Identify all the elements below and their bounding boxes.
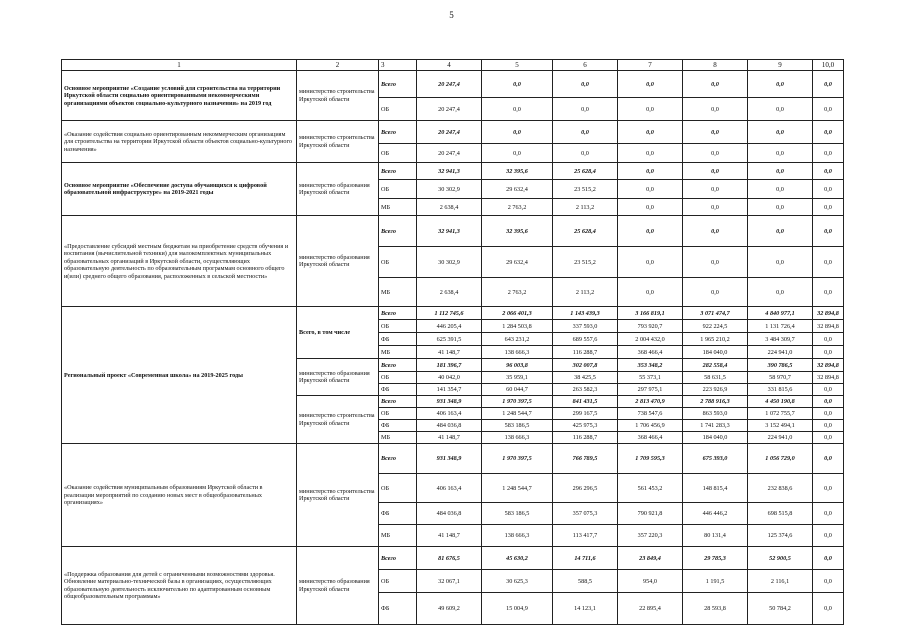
amount-cell: 0,0 [813, 444, 844, 474]
amount-cell: 232 838,6 [748, 474, 813, 503]
amount-cell: 29 632,4 [482, 180, 553, 199]
header-cell: 9 [748, 60, 813, 71]
amount-cell: 138 666,3 [482, 346, 553, 359]
amount-cell: 0,0 [813, 396, 844, 408]
amount-cell: 0,0 [618, 121, 683, 144]
amount-cell: 425 975,3 [553, 420, 618, 432]
amount-cell: 0,0 [813, 384, 844, 396]
amount-cell: 0,0 [482, 71, 553, 98]
amount-cell: 0,0 [618, 163, 683, 180]
amount-cell: 25 628,4 [553, 163, 618, 180]
amount-cell: 3 152 494,1 [748, 420, 813, 432]
amount-cell: 25 628,4 [553, 216, 618, 247]
amount-cell: 0,0 [618, 199, 683, 216]
amount-cell: 2 638,4 [417, 199, 482, 216]
amount-cell: 0,0 [683, 180, 748, 199]
amount-cell: 0,0 [553, 144, 618, 163]
amount-cell: 52 900,5 [748, 547, 813, 570]
amount-cell: 32 941,3 [417, 163, 482, 180]
funding-source-cell: МБ [379, 278, 417, 307]
activity-description-cell: Основное мероприятие «Обеспечение доступа обучающихся к цифровой образовательной инфраструктуре» на 2019-2021 годы [62, 163, 297, 216]
funding-source-cell: ФБ [379, 333, 417, 346]
amount-cell: 0,0 [683, 71, 748, 98]
activity-description-cell: «Поддержка образования для детей с ограниченными возможностями здоровья. Обновление материально-технической базы в организациях, осуществляющих образовательную деятельность исключительно по адаптированным основным общеобразовательным программам» [62, 547, 297, 625]
responsible-org-cell: министерство образования Иркутской области [297, 163, 379, 216]
amount-cell: 138 666,3 [482, 525, 553, 547]
amount-cell: 0,0 [748, 216, 813, 247]
amount-cell: 20 247,4 [417, 144, 482, 163]
amount-cell: 0,0 [683, 144, 748, 163]
activity-description-cell: Основное мероприятие «Создание условий для строительства на территории Иркутской области социально ориентированными некоммерческими организациями объектов социально-культурного назначения» на 2019 год [62, 71, 297, 121]
header-cell: 10,0 [813, 60, 844, 71]
funding-source-cell: ФБ [379, 593, 417, 625]
table-row [62, 444, 844, 474]
amount-cell: 184 040,0 [683, 432, 748, 444]
amount-cell: 1 965 210,2 [683, 333, 748, 346]
amount-cell: 675 393,0 [683, 444, 748, 474]
amount-cell: 80 131,4 [683, 525, 748, 547]
amount-cell: 282 558,4 [683, 359, 748, 372]
amount-cell: 1 131 726,4 [748, 320, 813, 333]
responsible-org-cell: Всего, в том числе [297, 307, 379, 359]
header-cell: 6 [553, 60, 618, 71]
amount-cell: 0,0 [683, 163, 748, 180]
amount-cell: 0,0 [813, 163, 844, 180]
amount-cell: 302 007,8 [553, 359, 618, 372]
amount-cell: 0,0 [748, 144, 813, 163]
responsible-org-cell: министерство строительства Иркутской области [297, 121, 379, 163]
amount-cell: 14 123,1 [553, 593, 618, 625]
amount-cell: 138 666,3 [482, 432, 553, 444]
amount-cell: 125 374,6 [748, 525, 813, 547]
header-cell: 4 [417, 60, 482, 71]
amount-cell: 2 066 401,3 [482, 307, 553, 320]
amount-cell: 223 926,9 [683, 384, 748, 396]
funding-source-cell: Всего [379, 71, 417, 98]
amount-cell: 299 167,5 [553, 408, 618, 420]
amount-cell: 954,0 [618, 570, 683, 593]
amount-cell: 1 191,5 [683, 570, 748, 593]
amount-cell: 116 288,7 [553, 432, 618, 444]
amount-cell: 23 515,2 [553, 180, 618, 199]
amount-cell: 4 840 977,1 [748, 307, 813, 320]
amount-cell: 2 813 470,9 [618, 396, 683, 408]
activity-description-cell: «Предоставление субсидий местным бюджетам на приобретение средств обучения и воспитания (вычислительной техники) для малокомплектных муниципальных образовательных организаций в Иркутской области, осуществляющих образовательную деятельность по образовательным программам основного общего и(или) среднего общего образования, расположенных в сельской местности» [62, 216, 297, 307]
amount-cell: 96 003,8 [482, 359, 553, 372]
amount-cell: 0,0 [482, 144, 553, 163]
funding-source-cell: ОБ [379, 570, 417, 593]
amount-cell: 148 815,4 [683, 474, 748, 503]
funding-source-cell: ФБ [379, 384, 417, 396]
responsible-org-cell: министерство образования Иркутской области [297, 216, 379, 307]
amount-cell: 698 515,8 [748, 503, 813, 525]
amount-cell: 2 004 432,0 [618, 333, 683, 346]
amount-cell: 20 247,4 [417, 98, 482, 121]
header-cell: 5 [482, 60, 553, 71]
amount-cell: 0,0 [813, 199, 844, 216]
amount-cell: 0,0 [813, 333, 844, 346]
table-row [62, 307, 844, 320]
amount-cell: 0,0 [683, 216, 748, 247]
amount-cell: 1 709 595,3 [618, 444, 683, 474]
funding-source-cell: ОБ [379, 247, 417, 278]
amount-cell: 29 785,3 [683, 547, 748, 570]
amount-cell: 1 970 397,5 [482, 396, 553, 408]
funding-source-cell: ОБ [379, 474, 417, 503]
amount-cell: 446 205,4 [417, 320, 482, 333]
amount-cell: 0,0 [748, 247, 813, 278]
amount-cell: 841 431,5 [553, 396, 618, 408]
table-row [62, 163, 844, 180]
table-row [62, 547, 844, 570]
amount-cell: 0,0 [618, 71, 683, 98]
amount-cell: 643 231,2 [482, 333, 553, 346]
amount-cell: 0,0 [813, 71, 844, 98]
amount-cell: 3 071 474,7 [683, 307, 748, 320]
amount-cell: 357 220,3 [618, 525, 683, 547]
amount-cell: 0,0 [618, 216, 683, 247]
amount-cell: 0,0 [813, 278, 844, 307]
amount-cell: 406 163,4 [417, 408, 482, 420]
amount-cell: 1 284 503,8 [482, 320, 553, 333]
amount-cell: 29 632,4 [482, 247, 553, 278]
amount-cell: 32 395,6 [482, 216, 553, 247]
amount-cell: 3 166 819,1 [618, 307, 683, 320]
funding-source-cell: МБ [379, 432, 417, 444]
amount-cell: 0,0 [553, 121, 618, 144]
amount-cell: 1 056 729,0 [748, 444, 813, 474]
amount-cell: 0,0 [813, 547, 844, 570]
amount-cell: 0,0 [748, 180, 813, 199]
amount-cell: 32 067,1 [417, 570, 482, 593]
amount-cell: 1 970 397,5 [482, 444, 553, 474]
amount-cell: 3 484 309,7 [748, 333, 813, 346]
amount-cell: 0,0 [748, 163, 813, 180]
amount-cell: 793 920,7 [618, 320, 683, 333]
header-cell: 8 [683, 60, 748, 71]
amount-cell: 116 288,7 [553, 346, 618, 359]
amount-cell: 0,0 [482, 121, 553, 144]
amount-cell: 224 941,0 [748, 432, 813, 444]
header-cell: 3 [379, 60, 417, 71]
amount-cell: 0,0 [748, 98, 813, 121]
amount-cell: 297 975,1 [618, 384, 683, 396]
amount-cell: 32 894,8 [813, 372, 844, 384]
funding-source-cell: ОБ [379, 180, 417, 199]
amount-cell: 296 296,5 [553, 474, 618, 503]
amount-cell: 0,0 [813, 144, 844, 163]
funding-source-cell: ОБ [379, 320, 417, 333]
amount-cell: 863 593,0 [683, 408, 748, 420]
amount-cell: 357 075,3 [553, 503, 618, 525]
amount-cell: 30 302,9 [417, 180, 482, 199]
amount-cell: 0,0 [683, 247, 748, 278]
responsible-org-cell: министерство образования Иркутской области [297, 359, 379, 396]
funding-source-cell: Всего [379, 396, 417, 408]
funding-source-cell: Всего [379, 163, 417, 180]
funding-source-cell: ФБ [379, 420, 417, 432]
amount-cell: 1 248 544,7 [482, 408, 553, 420]
amount-cell: 2 116,1 [748, 570, 813, 593]
amount-cell: 141 354,7 [417, 384, 482, 396]
amount-cell: 1 072 755,7 [748, 408, 813, 420]
amount-cell: 30 302,9 [417, 247, 482, 278]
responsible-org-cell: министерство образования Иркутской области [297, 547, 379, 625]
amount-cell: 41 148,7 [417, 346, 482, 359]
amount-cell: 790 921,8 [618, 503, 683, 525]
table-row [62, 71, 844, 98]
amount-cell: 0,0 [813, 420, 844, 432]
amount-cell: 23 849,4 [618, 547, 683, 570]
responsible-org-cell: министерство строительства Иркутской области [297, 71, 379, 121]
amount-cell: 32 894,8 [813, 307, 844, 320]
funding-source-cell: МБ [379, 346, 417, 359]
amount-cell: 738 547,6 [618, 408, 683, 420]
amount-cell: 625 391,5 [417, 333, 482, 346]
amount-cell: 0,0 [813, 570, 844, 593]
funding-source-cell: МБ [379, 199, 417, 216]
funding-source-cell: ФБ [379, 503, 417, 525]
amount-cell: 0,0 [683, 278, 748, 307]
amount-cell: 353 348,2 [618, 359, 683, 372]
amount-cell: 50 784,2 [748, 593, 813, 625]
amount-cell: 1 248 544,7 [482, 474, 553, 503]
amount-cell: 484 036,8 [417, 420, 482, 432]
funding-source-cell: Всего [379, 121, 417, 144]
amount-cell: 2 763,2 [482, 199, 553, 216]
amount-cell: 41 148,7 [417, 432, 482, 444]
amount-cell: 368 466,4 [618, 346, 683, 359]
amount-cell: 922 224,5 [683, 320, 748, 333]
header-cell: 7 [618, 60, 683, 71]
amount-cell: 0,0 [748, 278, 813, 307]
amount-cell: 40 042,0 [417, 372, 482, 384]
funding-source-cell: ОБ [379, 98, 417, 121]
header-cell: 2 [297, 60, 379, 71]
amount-cell: 766 789,5 [553, 444, 618, 474]
amount-cell: 0,0 [553, 71, 618, 98]
amount-cell: 20 247,4 [417, 71, 482, 98]
amount-cell: 0,0 [813, 474, 844, 503]
amount-cell: 28 593,8 [683, 593, 748, 625]
amount-cell: 41 148,7 [417, 525, 482, 547]
amount-cell: 23 515,2 [553, 247, 618, 278]
amount-cell: 1 741 283,3 [683, 420, 748, 432]
amount-cell: 331 815,6 [748, 384, 813, 396]
amount-cell: 583 186,5 [482, 420, 553, 432]
funding-source-cell: МБ [379, 525, 417, 547]
amount-cell: 931 348,9 [417, 396, 482, 408]
header-row [62, 60, 844, 71]
amount-cell: 0,0 [813, 98, 844, 121]
amount-cell: 4 450 190,8 [748, 396, 813, 408]
amount-cell: 32 941,3 [417, 216, 482, 247]
amount-cell: 484 036,8 [417, 503, 482, 525]
amount-cell: 0,0 [482, 98, 553, 121]
amount-cell: 446 446,2 [683, 503, 748, 525]
amount-cell: 58 631,5 [683, 372, 748, 384]
amount-cell: 0,0 [748, 71, 813, 98]
amount-cell: 0,0 [813, 180, 844, 199]
activity-description-cell: «Оказание содействия муниципальным образованиям Иркутской области в реализации мероприятий по созданию новых мест в общеобразовательных организациях» [62, 444, 297, 547]
amount-cell: 14 711,6 [553, 547, 618, 570]
amount-cell: 0,0 [813, 525, 844, 547]
amount-cell: 337 593,0 [553, 320, 618, 333]
table-row [62, 121, 844, 144]
responsible-org-cell: министерство строительства Иркутской области [297, 444, 379, 547]
amount-cell: 2 113,2 [553, 199, 618, 216]
amount-cell: 38 425,5 [553, 372, 618, 384]
amount-cell: 22 895,4 [618, 593, 683, 625]
amount-cell: 1 112 745,6 [417, 307, 482, 320]
amount-cell: 32 894,8 [813, 359, 844, 372]
amount-cell: 0,0 [813, 121, 844, 144]
amount-cell: 32 395,6 [482, 163, 553, 180]
amount-cell: 2 638,4 [417, 278, 482, 307]
amount-cell: 55 373,1 [618, 372, 683, 384]
program-funding-table [61, 59, 844, 625]
responsible-org-cell: министерство строительства Иркутской области [297, 396, 379, 444]
amount-cell: 368 466,4 [618, 432, 683, 444]
funding-source-cell: Всего [379, 547, 417, 570]
amount-cell: 58 970,7 [748, 372, 813, 384]
page-number: 5 [449, 10, 454, 20]
funding-source-cell: ОБ [379, 144, 417, 163]
amount-cell: 588,5 [553, 570, 618, 593]
amount-cell: 0,0 [813, 247, 844, 278]
amount-cell: 0,0 [813, 503, 844, 525]
funding-source-cell: Всего [379, 216, 417, 247]
amount-cell: 49 609,2 [417, 593, 482, 625]
funding-source-cell: Всего [379, 444, 417, 474]
amount-cell: 0,0 [618, 98, 683, 121]
amount-cell: 0,0 [813, 346, 844, 359]
amount-cell: 0,0 [618, 144, 683, 163]
amount-cell: 60 044,7 [482, 384, 553, 396]
amount-cell: 2 788 916,3 [683, 396, 748, 408]
funding-source-cell: ОБ [379, 408, 417, 420]
amount-cell: 15 004,9 [482, 593, 553, 625]
amount-cell: 390 786,5 [748, 359, 813, 372]
amount-cell: 561 453,2 [618, 474, 683, 503]
amount-cell: 181 396,7 [417, 359, 482, 372]
amount-cell: 0,0 [618, 180, 683, 199]
amount-cell: 0,0 [748, 121, 813, 144]
amount-cell: 263 582,3 [553, 384, 618, 396]
amount-cell: 20 247,4 [417, 121, 482, 144]
amount-cell: 0,0 [683, 98, 748, 121]
amount-cell: 2 113,2 [553, 278, 618, 307]
amount-cell: 0,0 [683, 121, 748, 144]
amount-cell: 0,0 [618, 247, 683, 278]
table-row [62, 216, 844, 247]
amount-cell: 81 676,5 [417, 547, 482, 570]
amount-cell: 0,0 [813, 216, 844, 247]
amount-cell: 32 894,8 [813, 320, 844, 333]
amount-cell: 0,0 [813, 408, 844, 420]
funding-source-cell: ОБ [379, 372, 417, 384]
amount-cell: 583 186,5 [482, 503, 553, 525]
amount-cell: 1 143 439,3 [553, 307, 618, 320]
amount-cell: 0,0 [813, 432, 844, 444]
funding-source-cell: Всего [379, 359, 417, 372]
amount-cell: 0,0 [618, 278, 683, 307]
amount-cell: 113 417,7 [553, 525, 618, 547]
activity-description-cell: «Оказание содействия социально ориентированным некоммерческим организациям для строительства на территории Иркутской области объектов социально-культурного назначения» [62, 121, 297, 163]
amount-cell: 0,0 [748, 199, 813, 216]
header-cell: 1 [62, 60, 297, 71]
amount-cell: 406 163,4 [417, 474, 482, 503]
amount-cell: 0,0 [813, 593, 844, 625]
amount-cell: 30 625,3 [482, 570, 553, 593]
amount-cell: 2 763,2 [482, 278, 553, 307]
amount-cell: 184 040,0 [683, 346, 748, 359]
amount-cell: 1 706 456,9 [618, 420, 683, 432]
amount-cell: 0,0 [683, 199, 748, 216]
amount-cell: 931 348,9 [417, 444, 482, 474]
funding-source-cell: Всего [379, 307, 417, 320]
amount-cell: 35 959,1 [482, 372, 553, 384]
amount-cell: 0,0 [553, 98, 618, 121]
amount-cell: 689 557,6 [553, 333, 618, 346]
amount-cell: 224 941,0 [748, 346, 813, 359]
activity-description-cell: Региональный проект «Современная школа» на 2019-2025 годы [62, 307, 297, 444]
amount-cell: 45 630,2 [482, 547, 553, 570]
